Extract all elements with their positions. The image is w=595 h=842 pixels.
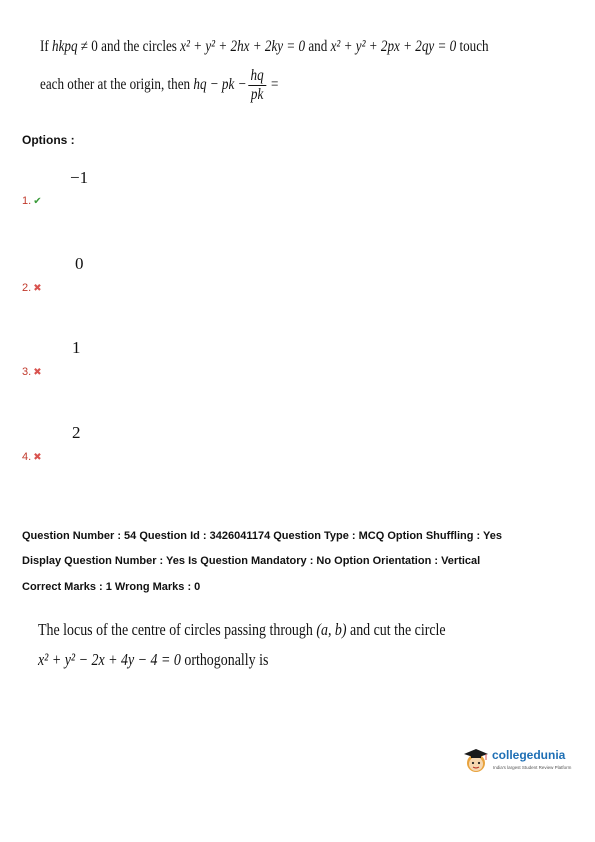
option-1-number	[22, 195, 42, 207]
fraction	[248, 67, 266, 104]
q1-text-1: If	[40, 38, 53, 55]
option-number-label: 3.	[22, 366, 32, 378]
question-meta-line-3: Correct Marks : 1 Wrong Marks : 0	[22, 581, 201, 593]
option-4-value: 2	[72, 423, 81, 442]
graduate-mascot-icon	[462, 746, 490, 776]
option-3-number	[22, 366, 42, 378]
question-meta-line-1: Question Number : 54 Question Id : 3426041174 Question Type : MCQ Option Shuffling : Yes	[22, 530, 503, 542]
option-2-number	[22, 282, 42, 294]
option-number-label: 1.	[22, 195, 32, 207]
logo-name: collegedunia	[492, 748, 566, 762]
fraction-denominator: pk	[250, 86, 264, 103]
option-number-label: 4.	[22, 451, 32, 463]
check-icon: ✔	[33, 196, 42, 207]
q2-math-2: x² + y² − 2x + 4y − 4 = 0	[38, 650, 181, 669]
logo-tagline: India's largest Student Review Platform	[493, 765, 572, 770]
q1-math-1: hkpq	[52, 38, 78, 55]
q2-text-1: The locus of the centre of circles passing through	[38, 620, 317, 639]
q2-text-3: orthogonally is	[180, 650, 269, 669]
q1-text-3: and	[305, 38, 331, 55]
q1-math-3: x² + y² + 2px + 2qy = 0	[330, 38, 457, 55]
collegedunia-logo	[462, 742, 582, 782]
cross-icon: ✖	[33, 452, 42, 463]
option-number-label: 2.	[22, 282, 32, 294]
fraction-numerator: hq	[248, 67, 266, 86]
options-label: Options :	[22, 133, 75, 147]
question-meta-line-2: Display Question Number : Yes Is Question Mandatory : No Option Orientation : Vertical	[22, 555, 481, 567]
q1-text-2: ≠ 0 and the circles	[77, 38, 181, 55]
question-1-line-1	[40, 38, 489, 56]
option-1-value: −1	[70, 168, 89, 187]
q1-line2-text-1: each other at the origin, then	[40, 76, 194, 94]
question-1-line-2	[40, 67, 278, 117]
q1-line2-math-1: hq − pk −	[193, 76, 247, 94]
option-4-number	[22, 451, 42, 463]
q2-math-1: (a, b)	[316, 620, 347, 639]
q1-line2-text-2: =	[267, 76, 279, 94]
q2-text-2: and cut the circle	[346, 620, 446, 639]
option-3-value: 1	[72, 338, 81, 357]
q1-text-4: touch	[456, 38, 489, 55]
cross-icon: ✖	[33, 367, 42, 378]
cross-icon: ✖	[33, 283, 42, 294]
question-2-line-2	[38, 650, 268, 670]
question-2-line-1	[38, 620, 446, 640]
option-2-value: 0	[75, 254, 84, 273]
q1-math-2: x² + y² + 2hx + 2ky = 0	[180, 38, 306, 55]
